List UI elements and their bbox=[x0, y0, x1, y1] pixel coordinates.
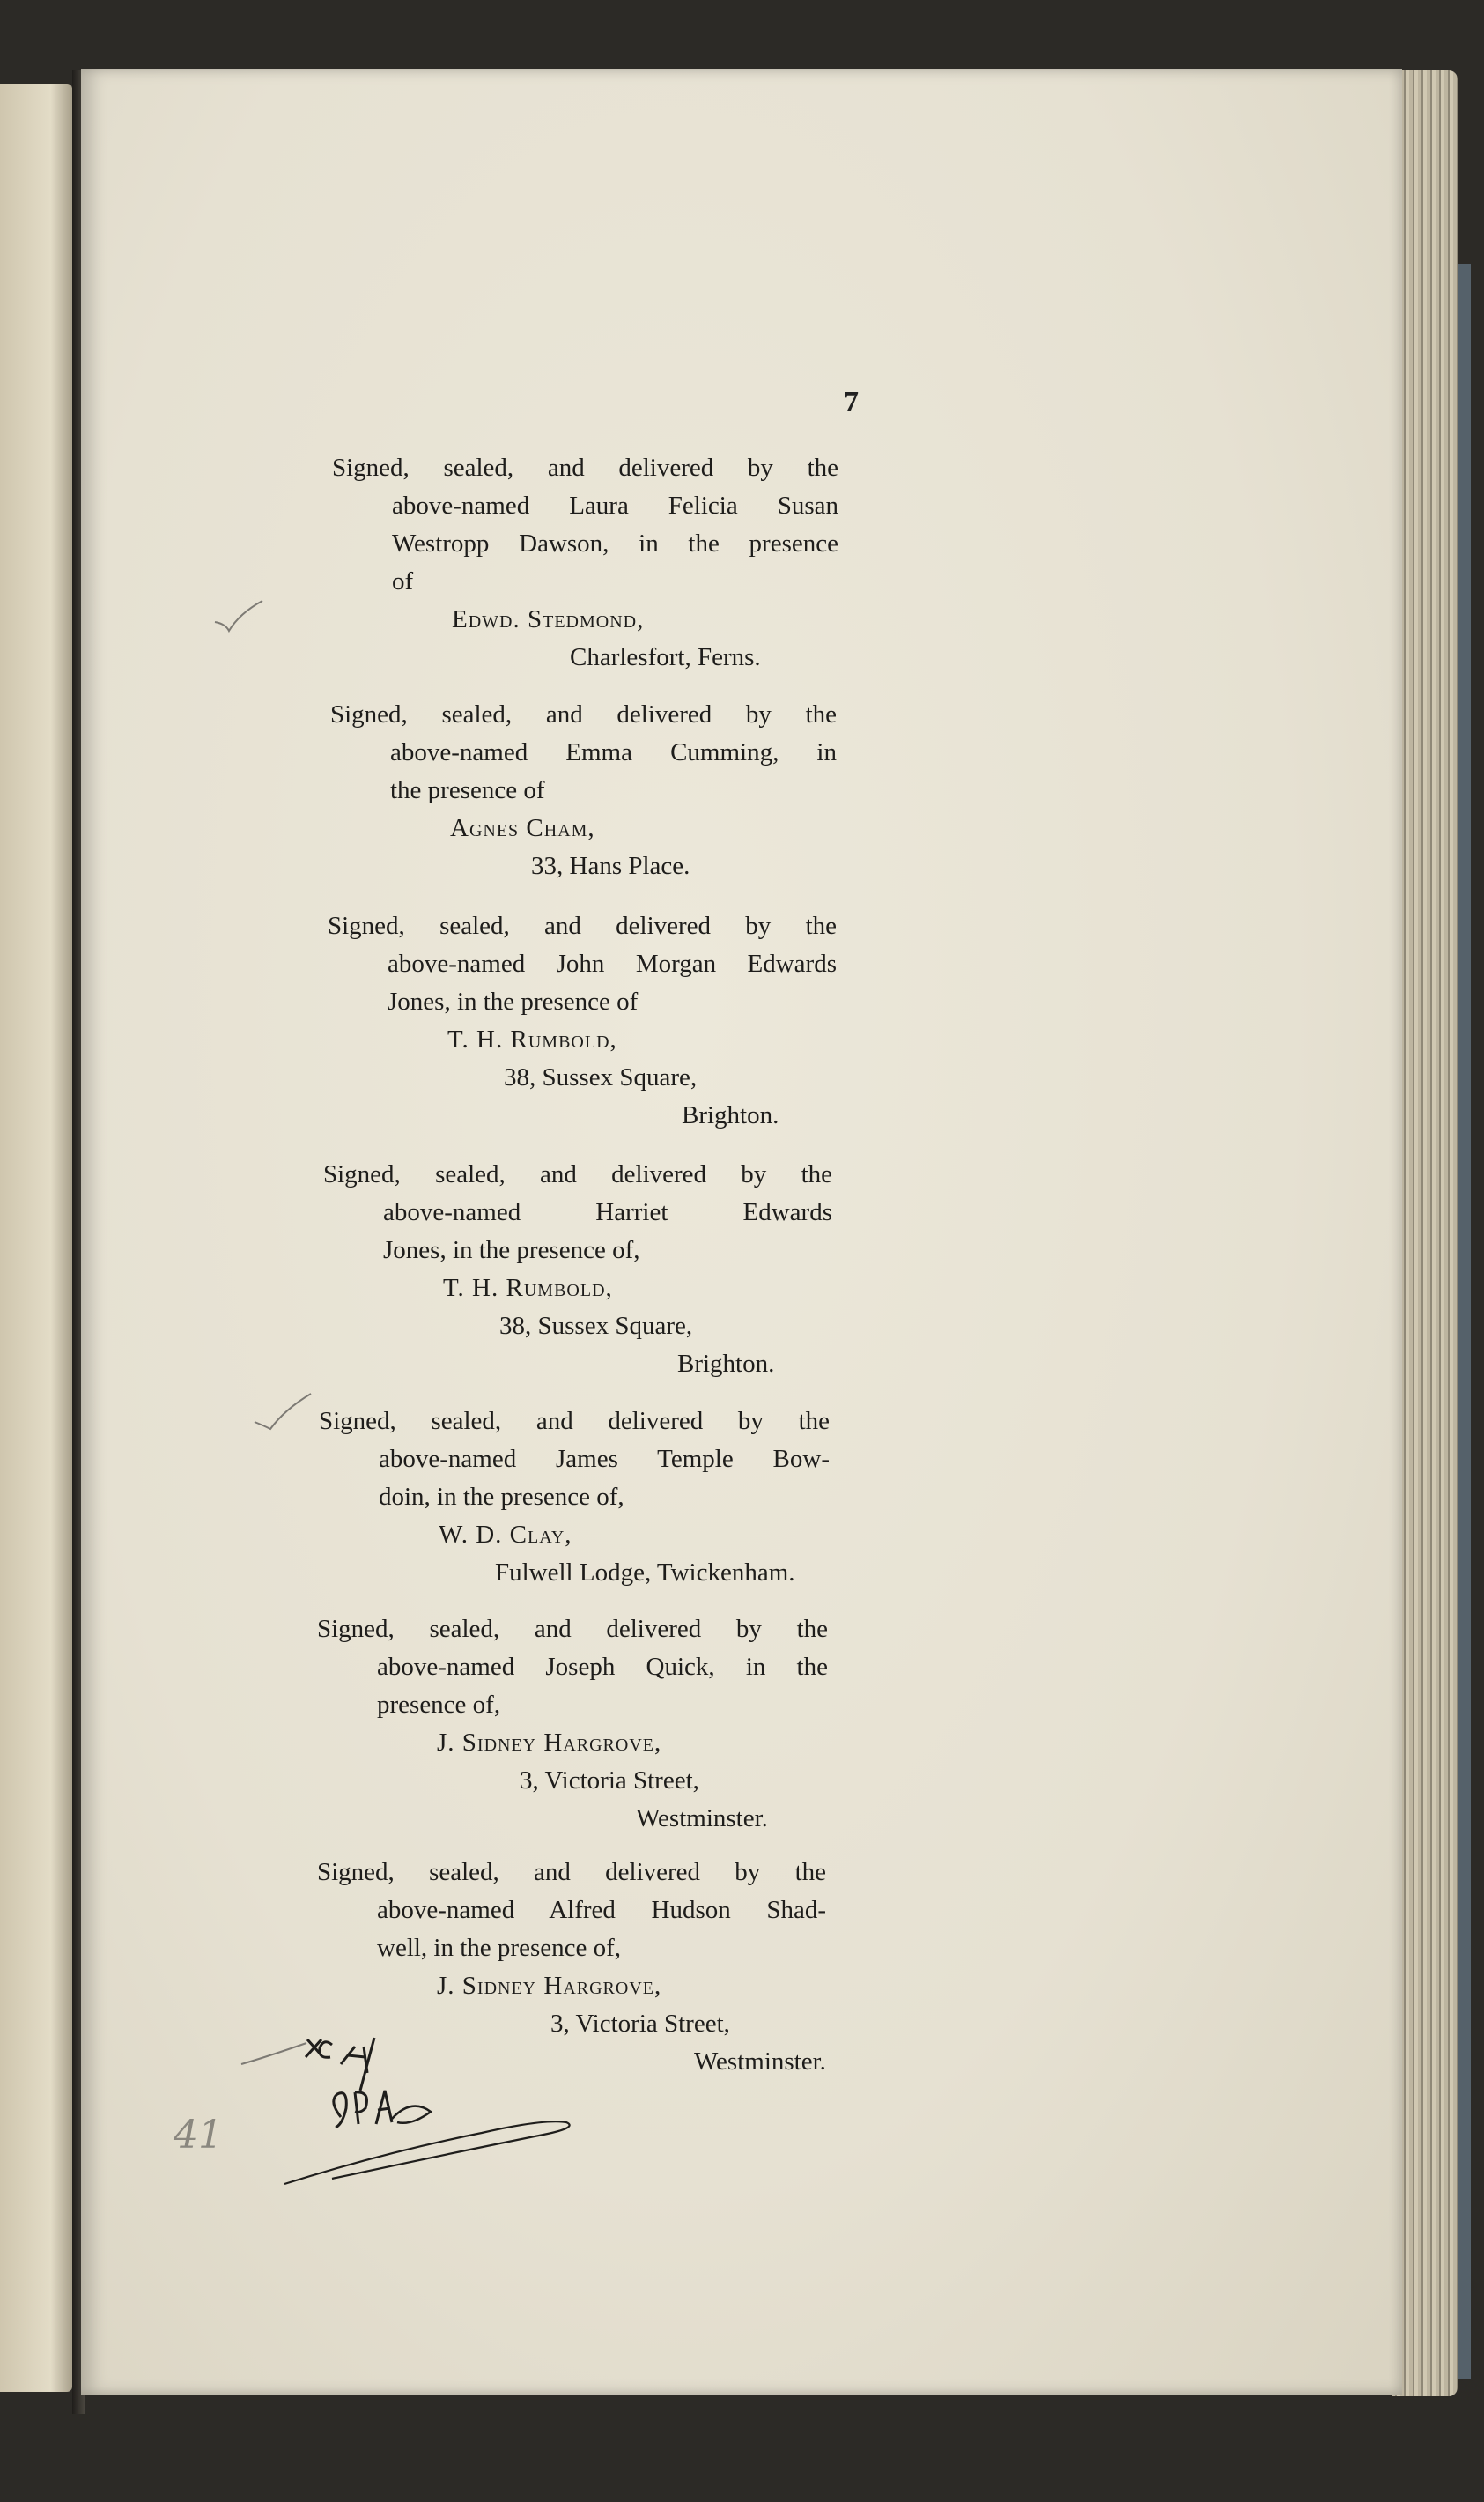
entry-text-line: above-named Joseph Quick, in the bbox=[377, 1653, 828, 1681]
entry-text-line: Signed, sealed, and delivered by the bbox=[317, 1858, 826, 1886]
witness-name: Agnes Cham, bbox=[450, 814, 595, 842]
witness-name: J. Sidney Hargrove, bbox=[437, 1728, 662, 1757]
signature-entry bbox=[332, 449, 922, 677]
entry-text-line: Jones, in the presence of, bbox=[383, 1236, 640, 1264]
witness-name: T. H. Rumbold, bbox=[447, 1025, 617, 1054]
entry-text-line: above-named James Temple Bow- bbox=[379, 1445, 830, 1473]
witness-address: Westminster. bbox=[636, 1804, 768, 1832]
signature-entry bbox=[323, 1156, 922, 1383]
signature-entry bbox=[317, 1610, 934, 1838]
entry-text-line: above-named Alfred Hudson Shad- bbox=[377, 1896, 826, 1924]
witness-address: Westminster. bbox=[694, 2047, 826, 2076]
facing-page-edge bbox=[0, 84, 72, 2392]
entry-text-line: Signed, sealed, and delivered by the bbox=[319, 1407, 830, 1435]
document-page bbox=[81, 69, 1402, 2395]
pencil-check-mark bbox=[253, 1390, 314, 1434]
entry-text-line: doin, in the presence of, bbox=[379, 1483, 624, 1511]
entry-text-line: Signed, sealed, and delivered by the bbox=[317, 1615, 828, 1643]
entry-text-line: the presence of bbox=[390, 776, 545, 804]
witness-address: 38, Sussex Square, bbox=[504, 1063, 698, 1092]
witness-address: Brighton. bbox=[677, 1350, 775, 1378]
handwritten-number: 41 bbox=[174, 2113, 223, 2158]
entry-text-line: Signed, sealed, and delivered by the bbox=[332, 454, 838, 482]
entry-text-line: above-named Laura Felicia Susan bbox=[392, 492, 838, 520]
entry-text-line: above-named John Morgan Edwards bbox=[388, 950, 837, 978]
entry-text-line: of bbox=[392, 567, 414, 596]
witness-name: Edwd. Stedmond, bbox=[452, 605, 645, 633]
witness-address: 3, Victoria Street, bbox=[550, 2010, 730, 2038]
signature-entry bbox=[319, 1403, 953, 1592]
entry-text-line: above-named Harriet Edwards bbox=[383, 1198, 832, 1226]
witness-address: Charlesfort, Ferns. bbox=[570, 643, 761, 671]
pencil-check-mark bbox=[213, 597, 266, 641]
ink-initials-signature bbox=[279, 2020, 614, 2196]
witness-address: 33, Hans Place. bbox=[531, 852, 690, 880]
witness-name: T. H. Rumbold, bbox=[443, 1274, 613, 1302]
witness-address: 3, Victoria Street, bbox=[520, 1766, 699, 1795]
witness-name: J. Sidney Hargrove, bbox=[437, 1972, 662, 2000]
witness-address: Fulwell Lodge, Twickenham. bbox=[495, 1558, 795, 1587]
entry-text-line: Signed, sealed, and delivered by the bbox=[330, 700, 837, 729]
witness-address: Brighton. bbox=[682, 1101, 779, 1129]
witness-name: W. D. Clay, bbox=[439, 1521, 572, 1549]
page-number: 7 bbox=[844, 386, 859, 418]
entry-text-line: Westropp Dawson, in the presence bbox=[392, 529, 838, 558]
entry-text-line: Jones, in the presence of bbox=[388, 988, 639, 1016]
entry-text-line: Signed, sealed, and delivered by the bbox=[328, 912, 837, 940]
witness-address: 38, Sussex Square, bbox=[499, 1312, 693, 1340]
entry-text-line: above-named Emma Cumming, in bbox=[390, 738, 837, 766]
signature-entry bbox=[330, 696, 920, 885]
entry-text-line: well, in the presence of, bbox=[377, 1934, 622, 1962]
signature-entry bbox=[328, 907, 927, 1135]
entry-text-line: Signed, sealed, and delivered by the bbox=[323, 1160, 832, 1188]
entry-text-line: presence of, bbox=[377, 1691, 501, 1719]
